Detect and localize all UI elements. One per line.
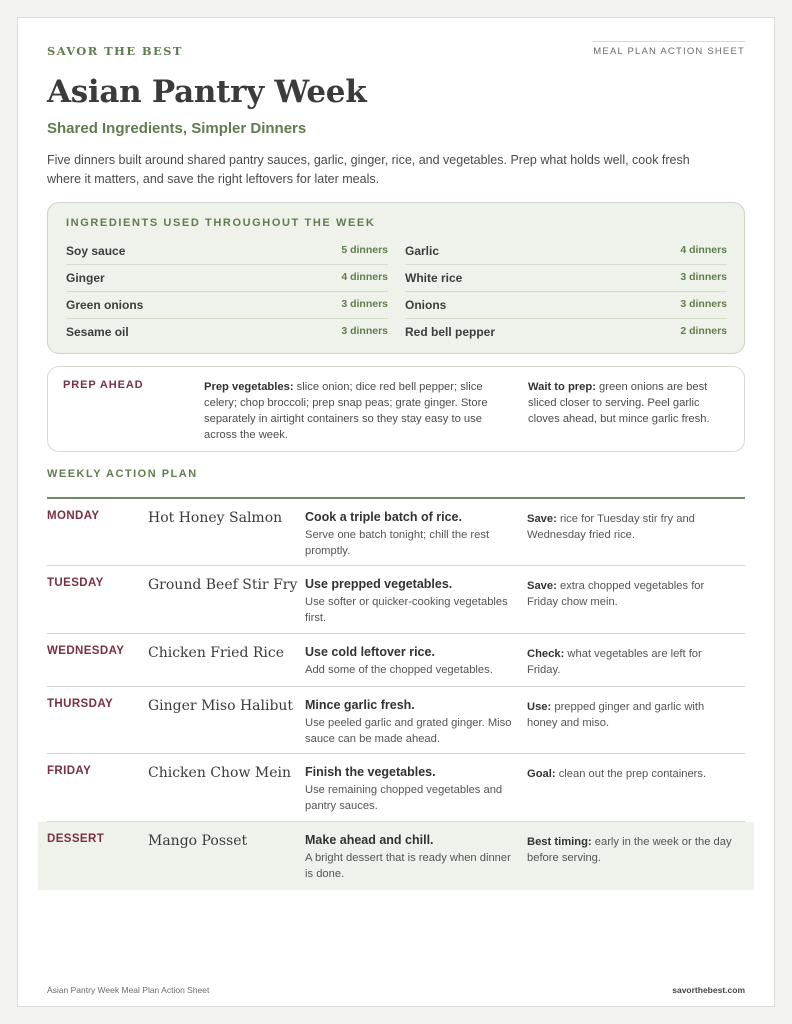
plan-row-dessert — [38, 822, 754, 890]
brand-name: SAVOR THE BEST — [47, 44, 183, 58]
plan-action-note: Add some of the chopped vegetables. — [305, 664, 493, 676]
plan-row-tuesday — [47, 566, 745, 634]
ingredients-right-column — [405, 238, 727, 346]
ingredient-row — [66, 238, 388, 265]
plan-action — [305, 510, 515, 559]
page-title: Asian Pantry Week — [47, 74, 367, 110]
plan-day: DESSERT — [47, 833, 105, 845]
plan-note-label: Save: — [527, 580, 557, 592]
plan-meal: Ground Beef Stir Fry — [148, 577, 298, 593]
ingredient-name: Garlic — [405, 244, 440, 258]
plan-note — [527, 578, 735, 610]
prep-vegetables-text — [204, 379, 516, 443]
plan-day: WEDNESDAY — [47, 645, 125, 657]
plan-row-thursday — [47, 687, 745, 754]
ingredient-name: Sesame oil — [66, 325, 129, 339]
plan-note-body: extra chopped vegetables for Friday chow mein. — [527, 580, 705, 608]
ingredient-count: 5 dinners — [341, 244, 388, 256]
plan-action-title: Finish the vegetables. — [305, 765, 436, 779]
plan-day: FRIDAY — [47, 765, 92, 777]
ingredient-count: 2 dinners — [680, 325, 727, 337]
plan-action — [305, 765, 515, 814]
plan-action-title: Use cold leftover rice. — [305, 645, 435, 659]
plan-note-label: Best timing: — [527, 836, 592, 848]
plan-note — [527, 834, 735, 866]
ingredient-count: 3 dinners — [341, 325, 388, 337]
ingredient-name: Ginger — [66, 271, 105, 285]
plan-action — [305, 645, 515, 678]
plan-action — [305, 577, 515, 626]
footer-website-link[interactable]: savorthebest.com — [672, 985, 745, 995]
weekly-plan-table — [47, 497, 745, 890]
wait-to-prep-label: Wait to prep: — [528, 381, 596, 393]
ingredient-name: White rice — [405, 271, 463, 285]
plan-note — [527, 646, 735, 678]
plan-note-body: prepped ginger and garlic with honey and miso. — [527, 701, 705, 729]
ingredients-panel — [47, 202, 745, 354]
plan-meal: Hot Honey Salmon — [148, 510, 283, 526]
plan-note-body: what vegetables are left for Friday. — [527, 648, 702, 676]
weekly-plan-heading: WEEKLY ACTION PLAN — [47, 468, 198, 480]
ingredient-count: 3 dinners — [680, 298, 727, 310]
plan-note — [527, 699, 735, 731]
wait-to-prep-text — [528, 379, 733, 427]
plan-day: TUESDAY — [47, 577, 104, 589]
plan-action-note: Use softer or quicker-cooking vegetables first. — [305, 596, 508, 624]
ingredient-row — [405, 292, 727, 319]
prep-ahead-label: PREP AHEAD — [63, 379, 144, 391]
ingredient-count: 3 dinners — [680, 271, 727, 283]
sheet-label: MEAL PLAN ACTION SHEET — [593, 46, 745, 57]
plan-note-label: Save: — [527, 513, 557, 525]
plan-row-wednesday — [47, 634, 745, 687]
prep-ahead-panel — [47, 366, 745, 452]
plan-row-monday — [47, 499, 745, 566]
ingredient-name: Soy sauce — [66, 244, 126, 258]
ingredient-row — [66, 319, 388, 346]
plan-note-label: Check: — [527, 648, 565, 660]
plan-meal: Ginger Miso Halibut — [148, 698, 294, 714]
plan-action — [305, 698, 515, 747]
plan-note-label: Goal: — [527, 768, 556, 780]
plan-day: THURSDAY — [47, 698, 114, 710]
plan-note-label: Use: — [527, 701, 552, 713]
action-sheet-page — [17, 17, 775, 1007]
ingredient-row — [66, 265, 388, 292]
plan-note-body: early in the week or the day before serving. — [527, 836, 732, 864]
prep-vegetables-label: Prep vegetables: — [204, 381, 294, 393]
ingredient-row — [66, 292, 388, 319]
plan-action-title: Cook a triple batch of rice. — [305, 510, 462, 524]
plan-action-note: Serve one batch tonight; chill the rest promptly. — [305, 529, 490, 557]
ingredient-name: Red bell pepper — [405, 325, 496, 339]
plan-note — [527, 511, 735, 543]
ingredient-name: Onions — [405, 298, 447, 312]
intro-paragraph: Five dinners built around shared pantry sauces, garlic, ginger, rice, and vegetables. Prep what holds well, cook fresh where it matters, and save the right leftovers for later meals. — [47, 153, 690, 186]
plan-action-note: Use peeled garlic and grated ginger. Miso sauce can be made ahead. — [305, 717, 512, 745]
ingredient-row — [405, 265, 727, 292]
plan-note-body: rice for Tuesday stir fry and Wednesday fried rice. — [527, 513, 695, 541]
ingredient-row — [405, 319, 727, 346]
ingredient-count: 3 dinners — [341, 298, 388, 310]
plan-action-title: Make ahead and chill. — [305, 833, 434, 847]
plan-note-body: clean out the prep containers. — [555, 768, 707, 780]
footer-title: Asian Pantry Week Meal Plan Action Sheet — [47, 985, 210, 995]
plan-action-title: Use prepped vegetables. — [305, 577, 453, 591]
header-divider — [592, 41, 745, 42]
page-subtitle: Shared Ingredients, Simpler Dinners — [47, 120, 307, 137]
ingredients-left-column — [66, 238, 388, 346]
plan-day: MONDAY — [47, 510, 100, 522]
plan-action — [305, 833, 515, 882]
plan-action-title: Mince garlic fresh. — [305, 698, 415, 712]
ingredient-name: Green onions — [66, 298, 144, 312]
plan-meal: Mango Posset — [148, 833, 248, 849]
wait-to-prep-body: green onions are best sliced closer to serving. Peel garlic cloves ahead, but mince garlic fresh. — [528, 381, 710, 425]
ingredient-count: 4 dinners — [341, 271, 388, 283]
ingredient-row — [405, 238, 727, 265]
plan-action-note: Use remaining chopped vegetables and pantry sauces. — [305, 784, 503, 812]
plan-note — [527, 766, 735, 782]
ingredients-heading: INGREDIENTS USED THROUGHOUT THE WEEK — [66, 217, 376, 229]
prep-vegetables-body: slice onion; dice red bell pepper; slice celery; chop broccoli; prep snap peas; grate ginger. Store separately in airtight containers so they stay easy to use across the week. — [204, 381, 488, 441]
plan-meal: Chicken Chow Mein — [148, 765, 291, 781]
plan-action-note: A bright dessert that is ready when dinner is done. — [305, 852, 511, 880]
plan-meal: Chicken Fried Rice — [148, 645, 285, 661]
ingredient-count: 4 dinners — [680, 244, 727, 256]
plan-row-friday — [47, 754, 745, 822]
